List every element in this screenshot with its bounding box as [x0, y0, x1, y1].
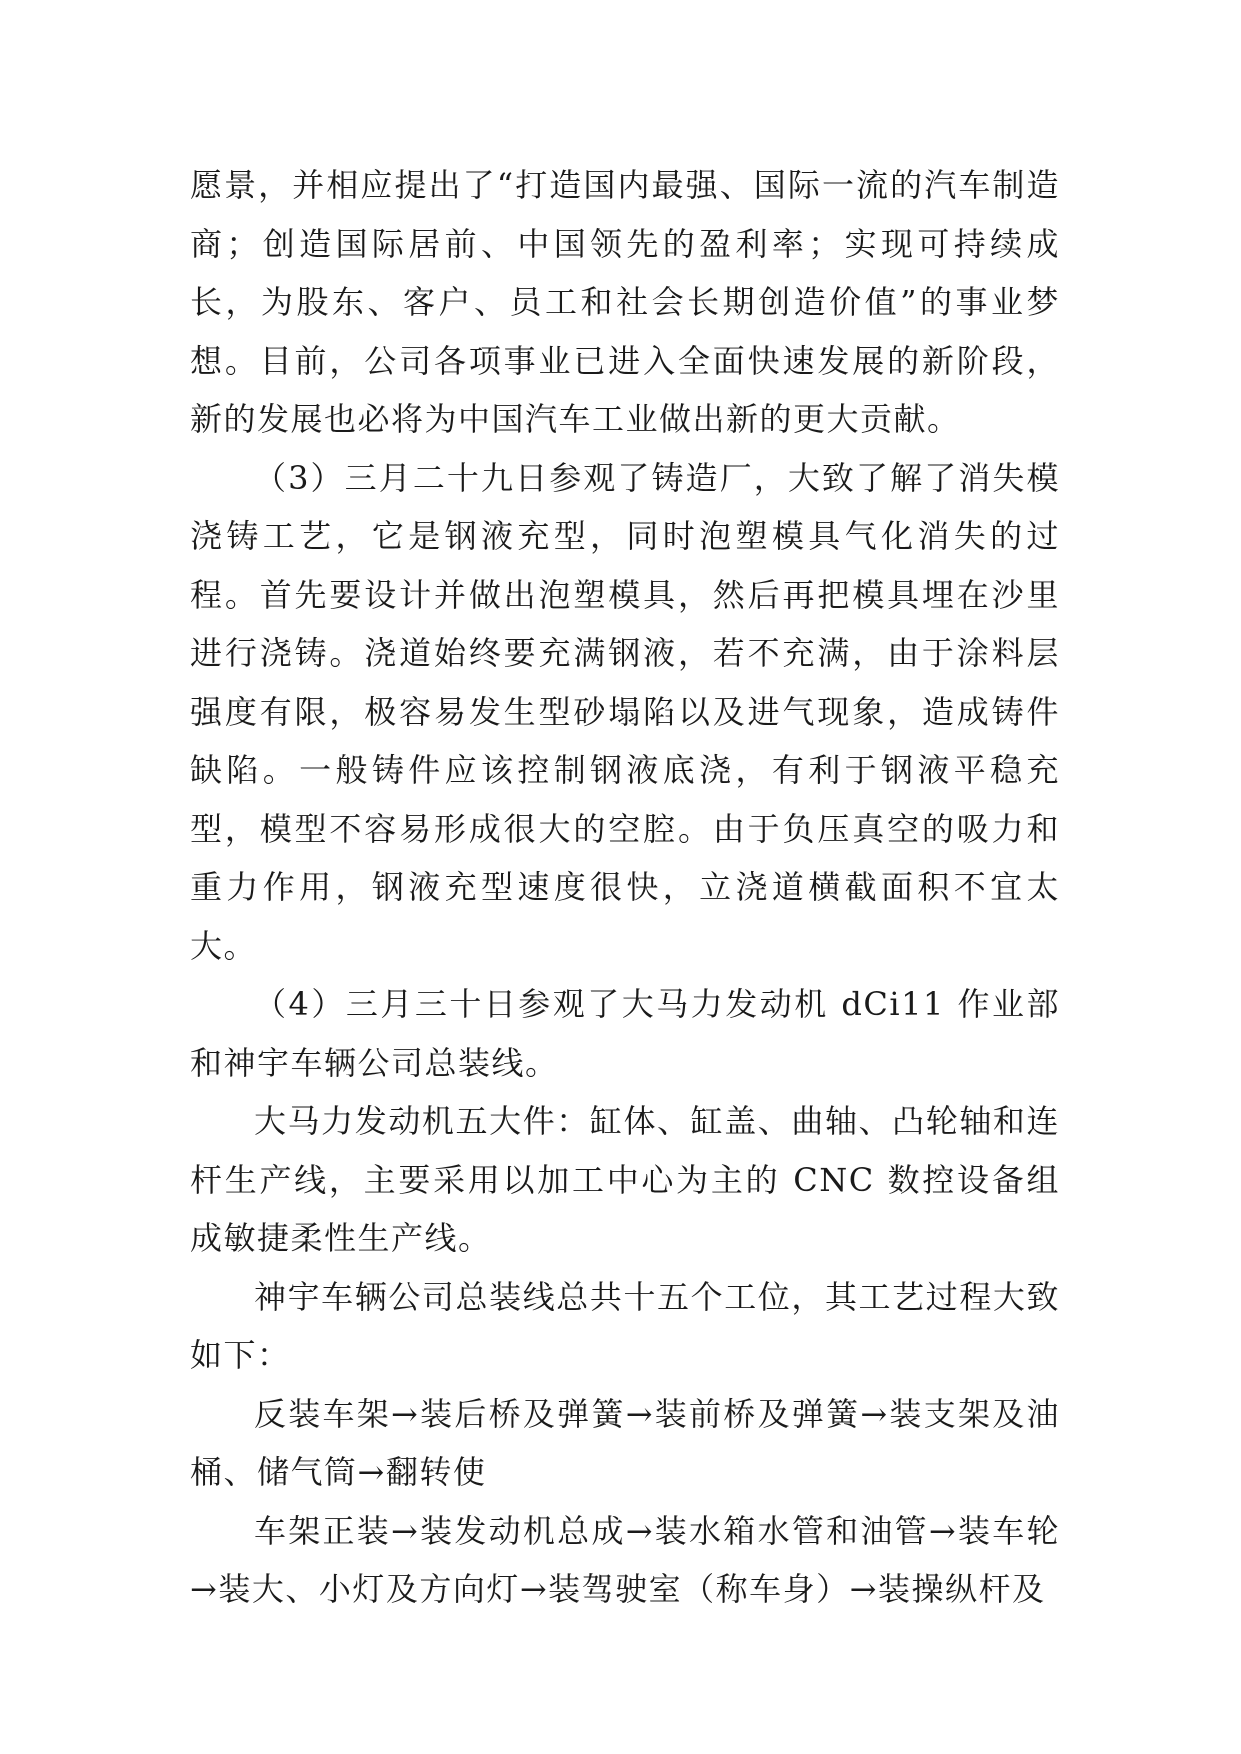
paragraph-foundry-visit: （3）三月二十九日参观了铸造厂，大致了解了消失模浇铸工艺，它是钢液充型，同时泡塑模具气化消失的过程。首先要设计并做出泡塑模具，然后再把模具埋在沙里进行浇铸。浇道始终要充满钢液，若不充满，由于涂料层强度有限，极容易发生型砂塌陷以及进气现象，造成铸件缺陷。一般铸件应该控制钢液底浇，有利于钢液平稳充型，模型不容易形成很大的空腔。由于负压真空的吸力和重力作用，钢液充型速度很快，立浇道横截面积不宜太大。 [190, 458, 1060, 965]
document-body [190, 156, 1060, 1619]
paragraph-process-step-1: 反装车架→装后桥及弹簧→装前桥及弹簧→装支架及油桶、储气筒→翻转使 [190, 1394, 1060, 1491]
paragraph-vision: 愿景，并相应提出了“打造国内最强、国际一流的汽车制造商；创造国际居前、中国领先的盈利率；实现可持续成长，为股东、客户、员工和社会长期创造价值”的事业梦想。目前，公司各项事业已进入全面快速发展的新阶段，新的发展也必将为中国汽车工业做出新的更大贡献。 [190, 166, 1060, 438]
paragraph-engine-visit: （4）三月三十日参观了大马力发动机 dCi11 作业部和神宇车辆公司总装线。 [190, 985, 1060, 1082]
paragraph-process-step-2: 车架正装→装发动机总成→装水箱水管和油管→装车轮→装大、小灯及方向灯→装驾驶室（称车身）→装操纵杆及 [190, 1511, 1060, 1608]
paragraph-engine-parts: 大马力发动机五大件：缸体、缸盖、曲轴、凸轮轴和连杆生产线，主要采用以加工中心为主的 CNC 数控设备组成敏捷柔性生产线。 [190, 1102, 1060, 1257]
paragraph-assembly-line: 神宇车辆公司总装线总共十五个工位，其工艺过程大致如下： [190, 1277, 1060, 1374]
